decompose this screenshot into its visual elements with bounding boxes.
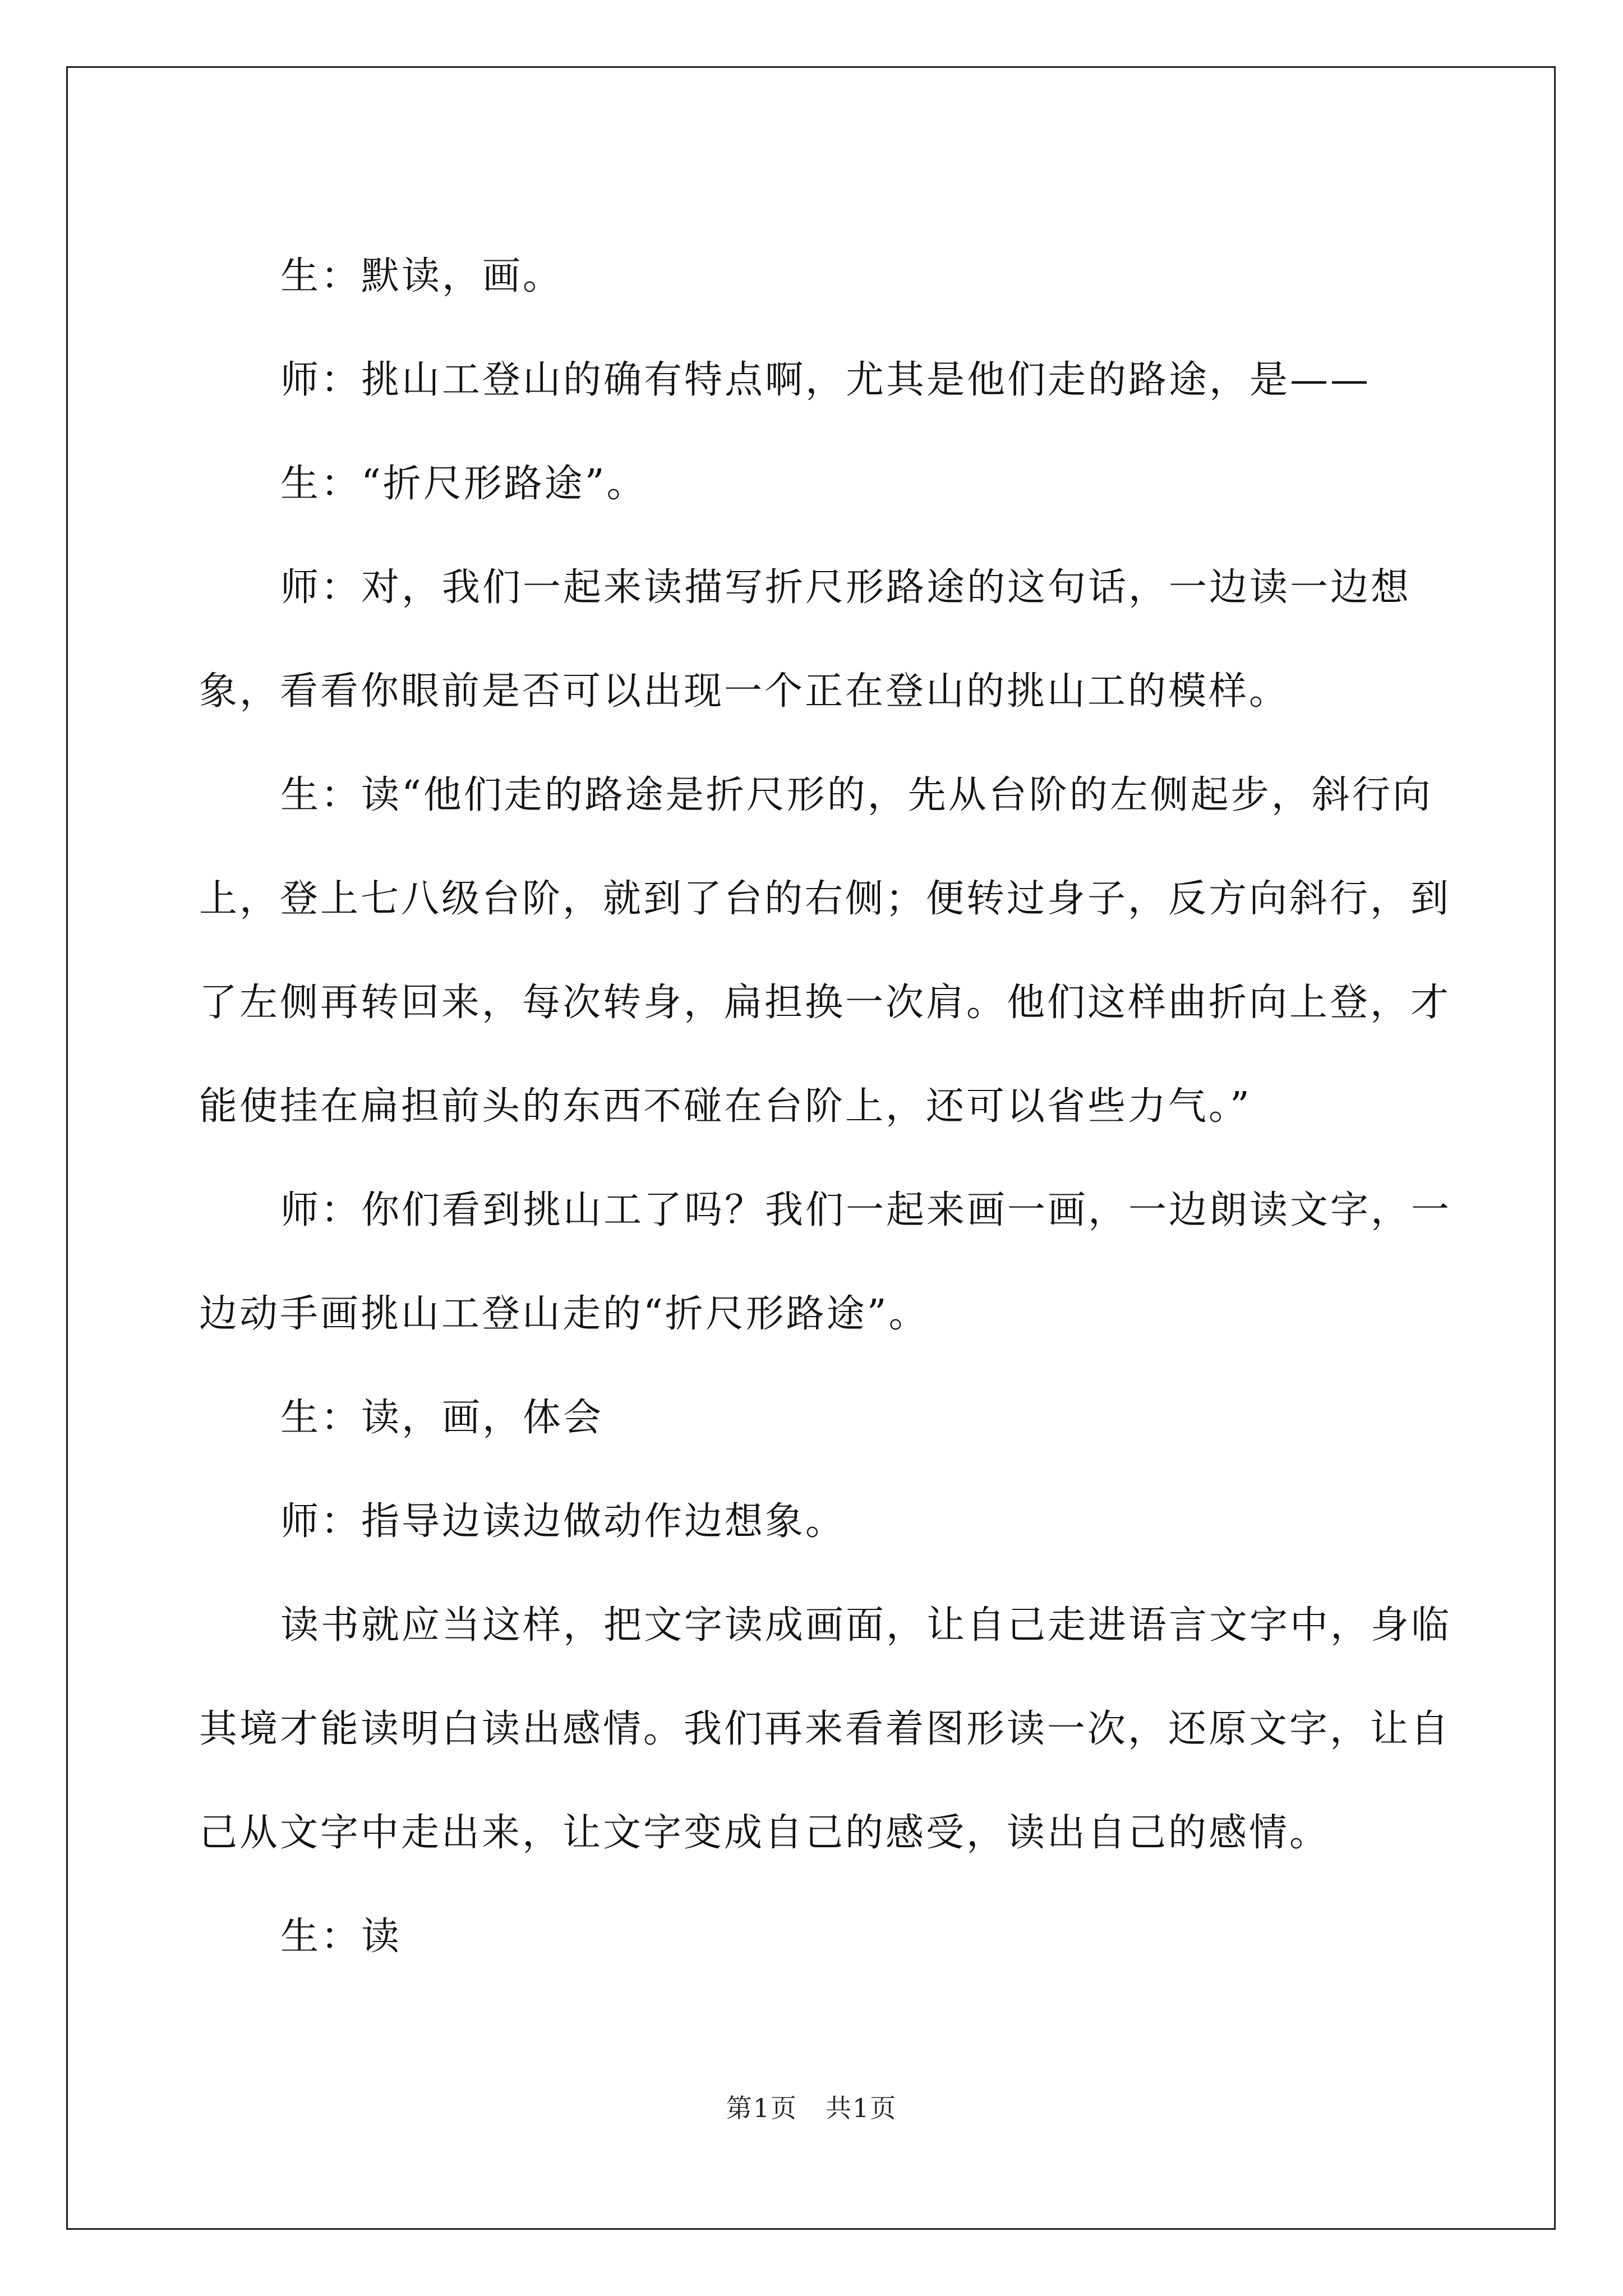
page-number: 第1页 [726,2093,797,2123]
paragraph: 生：读 [280,1915,402,1959]
paragraph: 读书就应当这样，把文字读成画面，让自己走进语言文字中，身临其境才能读明白读出感情。我们再来看着图形读一次，还原文字，让自己从文字中走出来，让文字变成自己的感受，读出自己的感情。 [199,1603,1452,1855]
paragraph: 生：读“他们走的路途是折尺形的，先从台阶的左侧起步，斜行向上，登上七八级台阶，就到了台的右侧；便转过身子，反方向斜行，到了左侧再转回来，每次转身，扁担换一次肩。他们这样曲折向上登，才能使挂在扁担前头的东西不碰在台阶上，还可以省些力气。” [199,773,1451,1129]
paragraph: 生：“折尺形路途”。 [280,462,647,506]
paragraph: 师：指导边读边做动作边想象。 [280,1499,846,1544]
paragraph: 生：读，画，体会 [280,1396,604,1440]
page-total: 共1页 [826,2093,897,2123]
paragraph: 师：挑山工登山的确有特点啊，尤其是他们走的路途，是—— [280,358,1371,402]
document-body [199,224,1455,1989]
page-footer [0,2091,1623,2125]
paragraph: 生：默读，画。 [280,254,564,298]
paragraph: 师：对，我们一起来读描写折尺形路途的这句话，一边读一边想象，看看你眼前是否可以出现一个正在登山的挑山工的模样。 [199,565,1412,714]
paragraph: 师：你们看到挑山工了吗？我们一起来画一画，一边朗读文字，一边动手画挑山工登山走的“折尺形路途”。 [199,1188,1452,1336]
